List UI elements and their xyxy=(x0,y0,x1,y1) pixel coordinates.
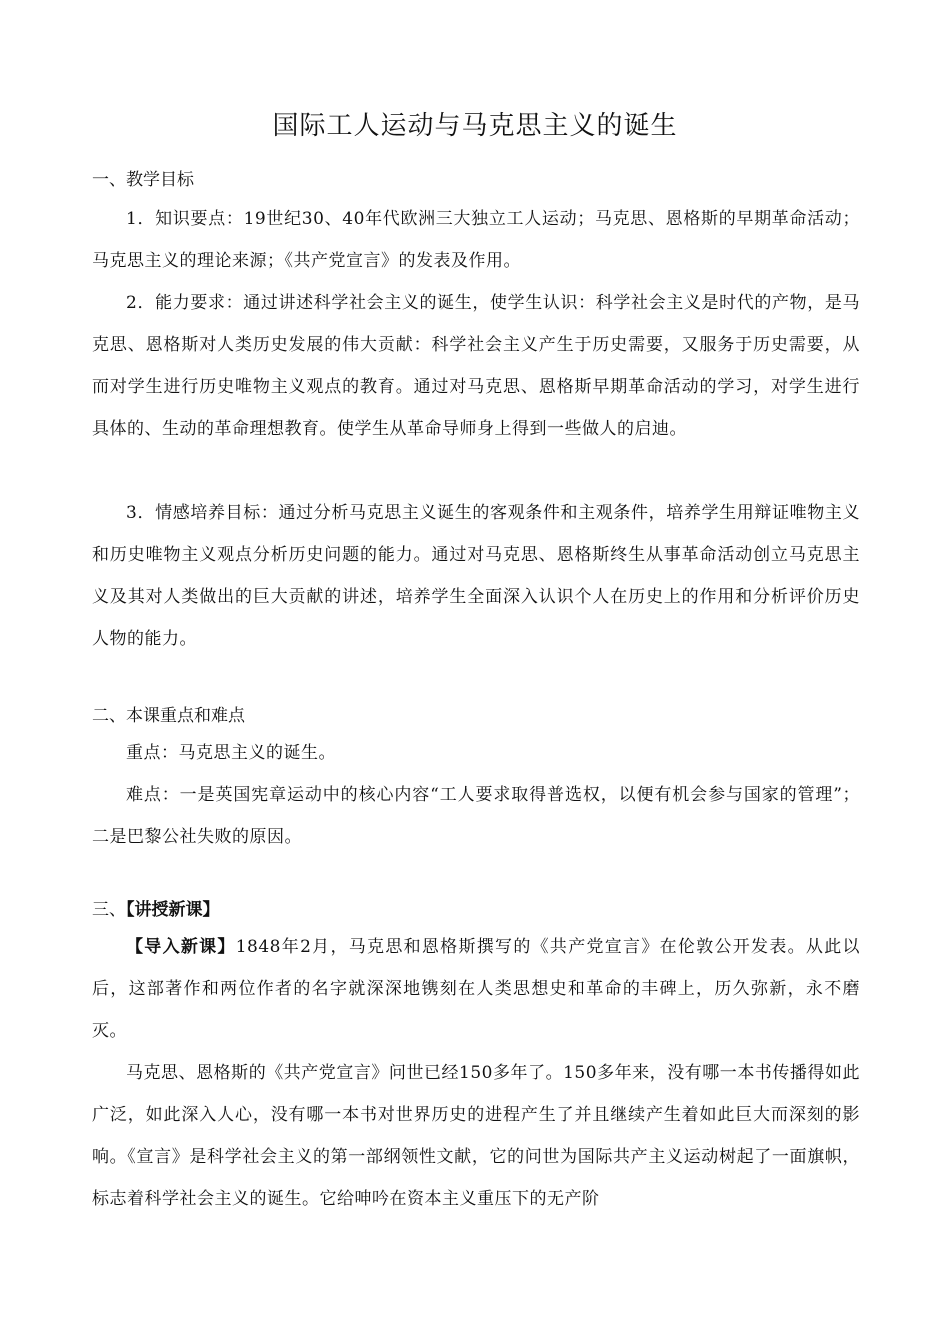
section-heading-bold: 【讲授新课】 xyxy=(126,900,220,920)
paragraph-emotional-goals: 3．情感培养目标：通过分析马克思主义诞生的客观条件和主观条件，培养学生用辩证唯物主义和历史唯物主义观点分析历史问题的能力。通过对马克思、恩格斯终生从事革命活动创立马克思主义及其对人类做出的巨大贡献的讲述，培养学生全面深入认识个人在历史上的作用和分析评价历史人物的能力。 xyxy=(92,503,860,649)
section-heading-key-points: 二、本课重点和难点 xyxy=(92,706,245,726)
paragraph-ability-requirements: 2．能力要求：通过讲述科学社会主义的诞生，使学生认识：科学社会主义是时代的产物，是马克思、恩格斯对人类历史发展的伟大贡献：科学社会主义产生于历史需要，又服务于历史需要，从而对学生进行历史唯物主义观点的教育。通过对马克思、恩格斯早期革命活动的学习，对学生进行具体的、生动的革命理想教育。使学生从革命导师身上得到一些做人的启迪。 xyxy=(92,293,860,439)
section-number: 三、 xyxy=(92,900,126,920)
paragraph-knowledge-points: 1．知识要点：19世纪30、40年代欧洲三大独立工人运动；马克思、恩格斯的早期革命活动；马克思主义的理论来源；《共产党宣言》的发表及作用。 xyxy=(92,209,860,271)
paragraph-manifesto: 马克思、恩格斯的《共产党宣言》问世已经150多年了。150多年来，没有哪一本书传播得如此广泛，如此深入人心，没有哪一本书对世界历史的进程产生了并且继续产生着如此巨大而深刻的影响。《宣言》是科学社会主义的第一部纲领性文献，它的问世为国际共产主义运动树起了一面旗帜，标志着科学社会主义的诞生。它给呻吟在资本主义重压下的无产阶 xyxy=(92,1063,860,1209)
paragraph-key-point: 重点：马克思主义的诞生。 xyxy=(126,743,336,763)
intro-text: 1848年2月，马克思和恩格斯撰写的《共产党宣言》在伦敦公开发表。从此以后，这部著作和两位作者的名字就深深地镌刻在人类思想史和革命的丰碑上，历久弥新，永不磨灭。 xyxy=(92,937,860,1041)
paragraph-difficulty: 难点：一是英国宪章运动中的核心内容“工人要求取得普选权，以便有机会参与国家的管理”；二是巴黎公社失败的原因。 xyxy=(92,785,860,847)
intro-label: 【导入新课】 xyxy=(126,937,236,957)
section-heading-objectives: 一、教学目标 xyxy=(92,170,194,190)
section-heading-new-lesson xyxy=(92,898,220,922)
document-title: 国际工人运动与马克思主义的诞生 xyxy=(272,111,678,141)
paragraph-intro xyxy=(92,926,860,1052)
